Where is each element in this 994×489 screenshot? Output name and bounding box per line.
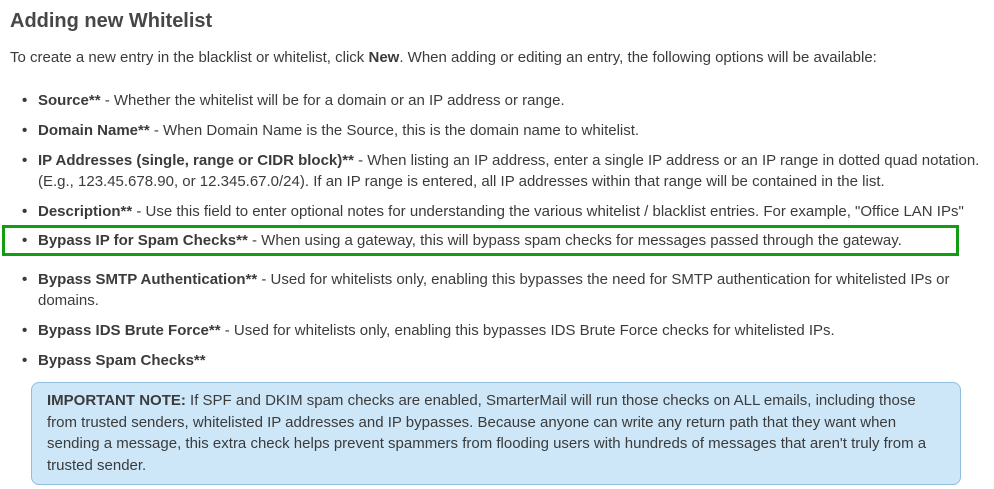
bullet-icon: • xyxy=(22,322,28,339)
bullet-icon: • xyxy=(22,271,28,288)
list-item-description xyxy=(10,201,985,222)
list-item-text xyxy=(38,230,952,251)
list-item-bypass-spam-checks xyxy=(10,350,985,371)
option-term: Source** xyxy=(38,92,101,109)
option-desc: - When listing an IP address, enter a single IP address or an IP range in dotted quad notation. (E.g., 123.45.678.90, or 12.345.67.0/24). If an IP range is entered, all IP addresses within that range will be contained in the list. xyxy=(38,152,980,190)
important-note-box xyxy=(31,382,961,485)
option-desc: - Used for whitelists only, enabling this bypasses IDS Brute Force checks for whitelisted IPs. xyxy=(220,322,835,339)
option-desc: - When Domain Name is the Source, this is the domain name to whitelist. xyxy=(149,122,640,139)
option-desc: - When using a gateway, this will bypass spam checks for messages passed through the gateway. xyxy=(247,232,902,249)
option-desc: - Used for whitelists only, enabling this bypasses the need for SMTP authentication for whitelisted IPs or domains. xyxy=(38,271,950,309)
list-item-text xyxy=(38,150,985,192)
list-item-bypass-ids-brute-force xyxy=(10,320,985,341)
list-item-text xyxy=(38,90,985,111)
option-term: Bypass IDS Brute Force** xyxy=(38,322,221,339)
option-desc: - Whether the whitelist will be for a domain or an IP address or range. xyxy=(100,92,565,109)
help-article xyxy=(10,9,985,485)
bullet-icon: • xyxy=(22,122,28,139)
options-list xyxy=(10,90,985,371)
option-term: Bypass Spam Checks** xyxy=(38,352,206,369)
list-item-text xyxy=(38,320,985,341)
important-note-label: IMPORTANT NOTE: xyxy=(47,392,186,409)
bullet-icon: • xyxy=(22,352,28,369)
list-item-bypass-ip-for-spam-checks-highlighted xyxy=(2,225,959,256)
option-desc: - Use this field to enter optional notes for understanding the various whitelist / blacklist entries. For example, "Office LAN IPs" xyxy=(132,203,964,220)
intro-text-before: To create a new entry in the blacklist or whitelist, click xyxy=(10,49,369,66)
bullet-icon: • xyxy=(22,152,28,169)
intro-paragraph xyxy=(10,47,985,68)
option-term: Domain Name** xyxy=(38,122,150,139)
bullet-icon: • xyxy=(22,203,28,220)
bullet-icon: • xyxy=(22,92,28,109)
option-term: Bypass SMTP Authentication** xyxy=(38,271,258,288)
important-note-text: If SPF and DKIM spam checks are enabled, SmarterMail will run those checks on ALL emails, including those from trusted senders, whitelisted IP addresses and IP bypasses. Because anyone can write any return path that they want when sending a message, this extra check helps prevent spammers from flooding users with hundreds of messages that aren't truly from a trusted sender. xyxy=(47,392,927,474)
list-item-text xyxy=(38,120,985,141)
list-item-ip-addresses xyxy=(10,150,985,192)
list-item-text xyxy=(38,201,985,222)
option-term: Description** xyxy=(38,203,133,220)
intro-new-keyword: New xyxy=(368,49,400,66)
bullet-icon: • xyxy=(22,232,28,249)
list-item-text xyxy=(38,350,985,371)
page-title: Adding new Whitelist xyxy=(10,10,213,32)
list-item-domain-name xyxy=(10,120,985,141)
option-term: Bypass IP for Spam Checks** xyxy=(38,232,248,249)
list-item-source xyxy=(10,90,985,111)
list-item-bypass-smtp-authentication xyxy=(10,269,985,311)
list-item-text xyxy=(38,269,985,311)
option-term: IP Addresses (single, range or CIDR block)** xyxy=(38,152,354,169)
intro-text-after: . When adding or editing an entry, the following options will be available: xyxy=(399,49,877,66)
